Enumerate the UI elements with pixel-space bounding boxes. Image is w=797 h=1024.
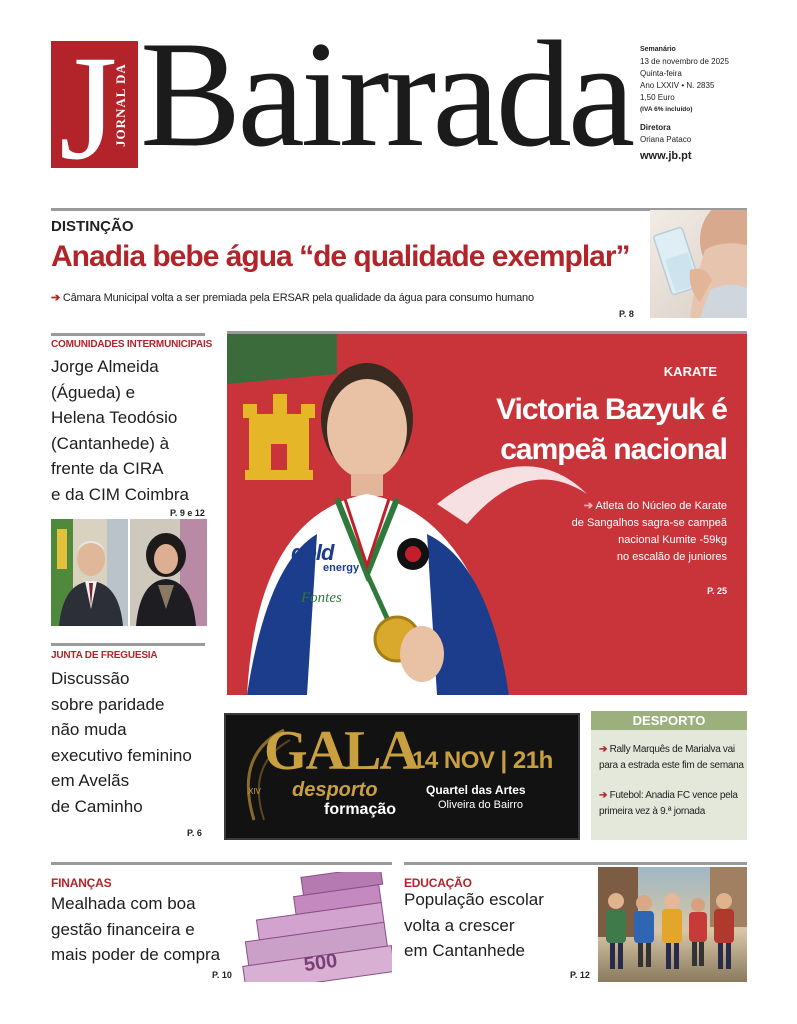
lead-subtitle	[51, 291, 534, 304]
logo-letter: J	[59, 25, 118, 191]
junta-kicker: JUNTA DE FREGUESIA	[51, 650, 158, 661]
jorge-almeida-photo	[51, 519, 128, 626]
desporto-item[interactable]	[599, 788, 745, 820]
lead-top-rule	[51, 208, 747, 211]
financas-kicker: FINANÇAS	[51, 876, 112, 890]
periodicity: Semanário	[640, 46, 676, 53]
desporto-item-text: Futebol: Anadia FC vence pela primeira vez à 9.ª jornada	[599, 790, 738, 817]
cira-line: Helena Teodósio	[51, 408, 178, 427]
gala-desporto: desporto	[292, 779, 378, 801]
arrow-right-icon: ➔	[599, 790, 608, 801]
gala-advert[interactable]	[224, 713, 580, 840]
water-glass-photo	[650, 210, 747, 318]
educacao-line: em Cantanhede	[404, 941, 525, 960]
director-name: Oriana Pataco	[640, 135, 692, 144]
financas-page-ref[interactable]: P. 10	[212, 970, 232, 980]
financas-line: Mealhada com boa	[51, 894, 196, 913]
karate-page-ref[interactable]: P. 25	[707, 586, 727, 596]
issue-date: 13 de novembro de 2025	[640, 57, 729, 66]
karate-title-line: campeã nacional	[500, 433, 727, 466]
financas-line: mais poder de compra	[51, 945, 221, 964]
jacket-sponsor: Fontes	[301, 590, 342, 606]
jacket-brand: gold	[291, 540, 334, 565]
junta-line: Discussão	[51, 669, 130, 688]
educacao-page-ref[interactable]: P. 12	[570, 970, 590, 980]
gala-formacao: formação	[324, 801, 397, 818]
karate-feature[interactable]	[227, 334, 747, 695]
man-portrait-illustration	[51, 519, 128, 626]
issue-vat: (IVA 6% incluído)	[640, 106, 693, 113]
junta-line: executivo feminino	[51, 745, 192, 765]
schoolchildren-illustration	[598, 867, 747, 982]
gala-word: GALA	[264, 720, 418, 782]
educacao-kicker: EDUCAÇÃO	[404, 876, 472, 890]
masthead-title[interactable]: Bairrada	[140, 10, 632, 178]
financas-headline[interactable]	[51, 891, 251, 968]
lead-page-ref[interactable]: P. 8	[619, 309, 634, 319]
jacket-brand-sub: energy	[323, 562, 360, 574]
junta-line: em Avelãs	[51, 771, 130, 790]
cira-line: frente da CIRA	[51, 459, 164, 478]
karate-sub-line: de Sangalhos sagra-se campeã	[571, 517, 727, 529]
cira-line: e da CIM Coimbra	[51, 484, 189, 504]
banknote-value: 500	[302, 949, 339, 977]
junta-line: sobre paridade	[51, 694, 165, 714]
cira-page-ref[interactable]: P. 9 e 12	[170, 508, 205, 518]
logo-badge[interactable]	[51, 25, 138, 191]
issue-price: 1,50 Euro	[640, 93, 675, 102]
financas-top-rule	[51, 862, 392, 865]
gala-venue: Quartel das Artes	[426, 783, 526, 797]
junta-line: de Caminho	[51, 796, 143, 816]
gala-edition: XIV	[248, 787, 261, 796]
desporto-item[interactable]	[599, 742, 745, 774]
arrow-right-icon: ➔	[599, 744, 608, 755]
banknotes-photo	[238, 872, 392, 982]
logo-side-text: JORNAL DA	[113, 63, 128, 147]
karate-sub-line: no escalão de juniores	[616, 551, 727, 563]
cira-line: Jorge Almeida	[51, 357, 159, 376]
cira-headline[interactable]	[51, 354, 211, 507]
educacao-top-rule	[404, 862, 747, 865]
woman-portrait-illustration	[130, 519, 207, 626]
water-glass-illustration	[650, 210, 747, 318]
lead-headline[interactable]: Anadia bebe água “de qualidade exemplar”	[51, 240, 630, 273]
cira-top-rule	[51, 333, 205, 336]
karate-title-line: Victoria Bazyuk é	[496, 393, 727, 426]
educacao-line: População escolar	[404, 890, 544, 909]
helena-teodosio-photo	[130, 519, 207, 626]
karate-subtitle	[517, 498, 727, 566]
gala-date: 14 NOV | 21h	[412, 747, 553, 774]
website-link[interactable]: www.jb.pt	[640, 150, 692, 162]
financas-line: gestão financeira e	[51, 919, 195, 939]
cira-kicker: COMUNIDADES INTERMUNICIPAIS	[51, 339, 213, 350]
junta-top-rule	[51, 643, 205, 646]
lead-kicker: DISTINÇÃO	[51, 218, 134, 235]
karate-kicker: KARATE	[663, 364, 717, 379]
issue-weekday: Quinta-feira	[640, 69, 682, 78]
schoolchildren-photo	[598, 867, 747, 982]
arrow-right-icon: ➔	[51, 292, 61, 304]
gala-town: Oliveira do Bairro	[438, 799, 523, 811]
cira-line: (Águeda) e	[51, 382, 136, 402]
karate-sub-line: Atleta do Núcleo de Karate	[595, 500, 727, 512]
lead-subtitle-text: Câmara Municipal volta a ser premiada pela ERSAR pela qualidade da água para consumo humano	[62, 292, 534, 304]
educacao-line: volta a crescer	[404, 915, 515, 935]
junta-line: não muda	[51, 720, 127, 739]
junta-page-ref[interactable]: P. 6	[187, 828, 202, 838]
desporto-item-text: Rally Marquês de Marialva vai para a estrada este fim de semana	[599, 744, 744, 771]
desporto-header: DESPORTO	[591, 711, 747, 730]
educacao-headline[interactable]	[404, 887, 604, 964]
junta-headline[interactable]	[51, 666, 221, 819]
karate-sub-line: nacional Kumite -59kg	[618, 534, 727, 546]
director-label: Diretora	[640, 123, 671, 132]
arrow-right-icon: ➔	[583, 500, 594, 512]
issue-number: Ano LXXIV • N. 2835	[640, 81, 715, 90]
karate-headline[interactable]	[496, 390, 727, 470]
cira-line: (Cantanhede) à	[51, 433, 170, 453]
issue-info	[640, 44, 790, 162]
desporto-box	[591, 730, 747, 840]
